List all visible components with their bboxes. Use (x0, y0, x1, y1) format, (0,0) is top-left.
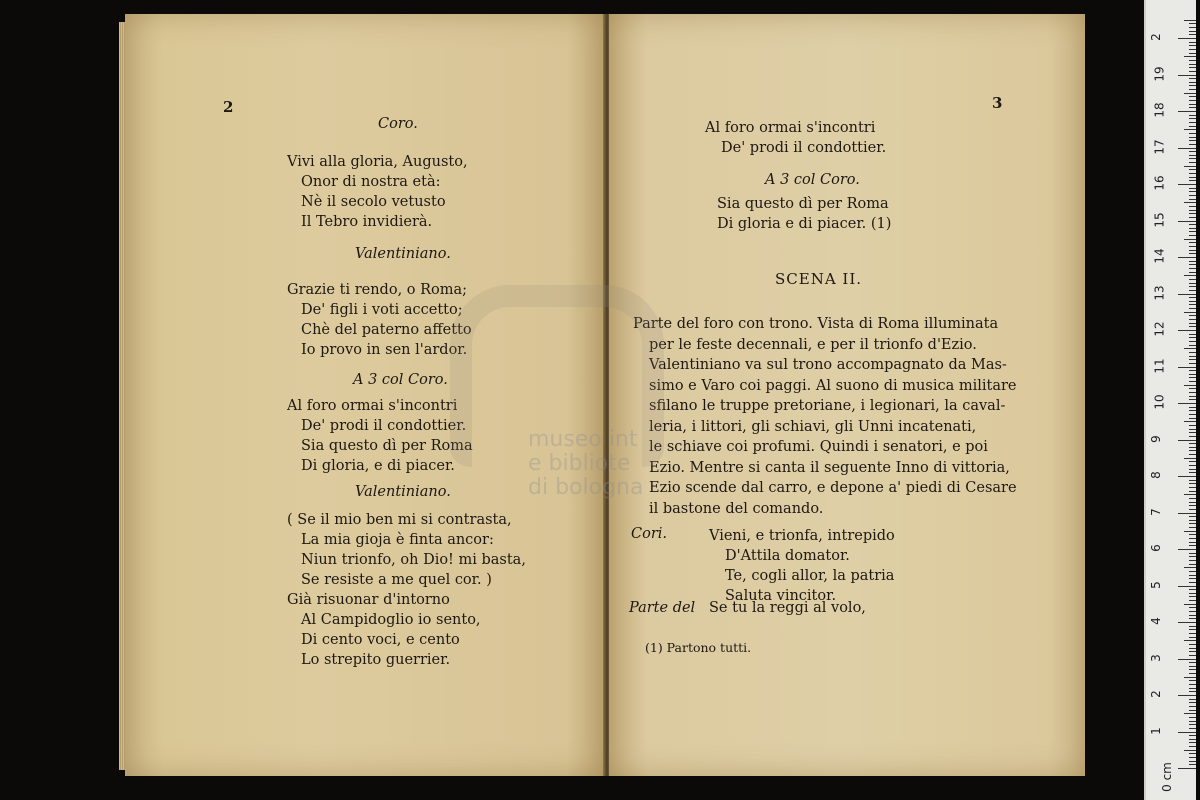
verse-line: Nè il secolo vetusto (301, 194, 446, 210)
ruler-tick (1189, 680, 1196, 681)
ruler-tick (1189, 596, 1196, 597)
ruler-tick (1189, 246, 1196, 247)
verse-line-parte: Se tu la reggi al volo, (709, 600, 866, 616)
prose-line: Ezio. Mentre si canta il seguente Inno di vittoria, (649, 459, 1010, 476)
ruler-tick (1189, 363, 1196, 364)
ruler-tick (1189, 115, 1196, 116)
verse-line: Già risuonar d'intorno (287, 592, 450, 608)
stage-direction (633, 314, 1017, 519)
ruler-tick (1189, 753, 1196, 754)
ruler-tick (1184, 604, 1196, 605)
ruler-tick (1189, 589, 1196, 590)
heading-a3-coro: A 3 col Coro. (353, 372, 448, 388)
heading-valentiniano-2: Valentiniano. (355, 484, 451, 500)
ruler-tick (1189, 126, 1196, 127)
ruler-label: 18 (1152, 102, 1167, 118)
verse-line: Al Campidoglio io sento, (301, 612, 481, 628)
ruler-tick (1189, 67, 1196, 68)
ruler-tick (1189, 746, 1196, 747)
ruler-tick (1184, 348, 1196, 349)
ruler-tick (1189, 301, 1196, 302)
ruler-tick (1178, 75, 1196, 76)
ruler-tick (1189, 611, 1196, 612)
ruler-tick (1189, 210, 1196, 211)
ruler-tick (1178, 403, 1196, 404)
speaker-cori: Cori. (631, 526, 668, 542)
ruler-tick (1189, 228, 1196, 229)
verse-line: Al foro ormai s'incontri (287, 398, 458, 414)
ruler-tick (1184, 458, 1196, 459)
ruler-tick (1189, 454, 1196, 455)
verse-line: Sia questo dì per Roma (301, 438, 473, 454)
ruler-tick (1189, 261, 1196, 262)
ruler-tick (1189, 578, 1196, 579)
ruler-tick (1189, 388, 1196, 389)
footnote: (1) Partono tutti. (645, 640, 752, 655)
ruler-tick (1189, 684, 1196, 685)
ruler-tick (1189, 334, 1196, 335)
ruler-tick (1189, 304, 1196, 305)
ruler-tick (1189, 498, 1196, 499)
ruler-tick (1189, 162, 1196, 163)
ruler-tick (1189, 443, 1196, 444)
ruler-tick (1178, 294, 1196, 295)
ruler-tick (1189, 491, 1196, 492)
ruler-tick (1184, 713, 1196, 714)
ruler-tick (1189, 377, 1196, 378)
ruler-tick (1189, 509, 1196, 510)
ruler-tick (1189, 472, 1196, 473)
ruler-tick (1178, 148, 1196, 149)
ruler-tick (1189, 326, 1196, 327)
ruler-tick (1189, 710, 1196, 711)
ruler-tick (1184, 93, 1196, 94)
ruler-tick (1189, 96, 1196, 97)
ruler-tick (1178, 330, 1196, 331)
ruler-tick (1189, 505, 1196, 506)
ruler-label: 5 (1148, 580, 1163, 589)
verse-line: Al foro ormai s'incontri (705, 120, 876, 136)
ruler-tick (1189, 538, 1196, 539)
ruler-tick (1189, 107, 1196, 108)
prose-line: il bastone del comando. (649, 500, 824, 517)
ruler-tick (1189, 410, 1196, 411)
ruler-label: 14 (1152, 248, 1167, 264)
ruler-label: 9 (1148, 434, 1163, 443)
ruler-tick (1189, 542, 1196, 543)
ruler-tick (1189, 268, 1196, 269)
prose-line: per le feste decennali, e per il trionfo d'Ezio. (649, 336, 977, 353)
ruler-tick (1189, 155, 1196, 156)
ruler-tick (1189, 651, 1196, 652)
verse-line: Il Tebro invidierà. (301, 214, 433, 230)
ruler-tick (1189, 319, 1196, 320)
ruler-tick (1189, 144, 1196, 145)
ruler-tick (1178, 768, 1196, 769)
ruler-tick (1184, 531, 1196, 532)
ruler-tick (1184, 166, 1196, 167)
ruler-tick (1189, 27, 1196, 28)
ruler-tick (1189, 571, 1196, 572)
ruler-tick (1189, 286, 1196, 287)
ruler-tick (1189, 633, 1196, 634)
ruler-tick (1184, 56, 1196, 57)
ruler-tick (1189, 582, 1196, 583)
ruler-tick (1184, 421, 1196, 422)
prose-line: leria, i littori, gli schiavi, gli Unni incatenati, (649, 418, 977, 435)
ruler-tick (1189, 432, 1196, 433)
ruler-label: 16 (1152, 175, 1167, 191)
ruler-tick (1178, 549, 1196, 550)
ruler-tick (1189, 673, 1196, 674)
ruler-tick (1189, 217, 1196, 218)
speaker-parte-del: Parte del (629, 600, 696, 616)
verse-line: Di cento voci, e cento (301, 632, 460, 648)
ruler-tick (1184, 677, 1196, 678)
ruler-tick (1189, 662, 1196, 663)
ruler-tick (1189, 764, 1196, 765)
ruler-tick (1189, 469, 1196, 470)
ruler-tick (1178, 476, 1196, 477)
ruler-tick (1189, 396, 1196, 397)
ruler-tick (1189, 279, 1196, 280)
ruler-tick (1184, 20, 1196, 21)
ruler-tick (1189, 739, 1196, 740)
ruler-tick (1189, 414, 1196, 415)
verse-line: Se resiste a me quel cor. ) (301, 572, 492, 588)
verse-line: Te, cogli allor, la patria (725, 568, 895, 584)
ruler-tick (1189, 272, 1196, 273)
ruler-tick (1189, 418, 1196, 419)
prose-line: Parte del foro con trono. Vista di Roma illuminata (633, 316, 999, 332)
ruler-tick (1189, 757, 1196, 758)
stanza-1 (287, 152, 468, 232)
ruler-tick (1189, 253, 1196, 254)
ruler-tick (1189, 429, 1196, 430)
ruler-tick (1189, 527, 1196, 528)
measuring-ruler (1144, 0, 1196, 800)
ruler-tick (1189, 483, 1196, 484)
heading-coro: Coro. (378, 116, 418, 132)
ruler-tick (1189, 607, 1196, 608)
ruler-tick (1189, 191, 1196, 192)
ruler-tick (1189, 158, 1196, 159)
ruler-tick (1189, 534, 1196, 535)
verse-line: Io provo in sen l'ardor. (301, 342, 468, 358)
heading-a3-coro-right: A 3 col Coro. (765, 172, 860, 188)
watermark-line: di bologna (528, 475, 644, 500)
ruler-label: 19 (1152, 65, 1167, 82)
ruler-tick (1178, 622, 1196, 623)
ruler-tick (1189, 706, 1196, 707)
ruler-tick (1189, 644, 1196, 645)
ruler-tick (1189, 34, 1196, 35)
ruler-label: 0 cm (1159, 762, 1174, 792)
ruler-tick (1189, 735, 1196, 736)
ruler-tick (1189, 502, 1196, 503)
ruler-tick (1178, 111, 1196, 112)
ruler-tick (1189, 669, 1196, 670)
ruler-tick (1189, 564, 1196, 565)
ruler-tick (1189, 480, 1196, 481)
ruler-tick (1189, 250, 1196, 251)
prose-line: Valentiniano va sul trono accompagnato da Mas- (649, 357, 1007, 373)
ruler-tick (1189, 593, 1196, 594)
scene-title: SCENA II. (775, 270, 863, 288)
ruler-tick (1189, 447, 1196, 448)
ruler-tick (1189, 64, 1196, 65)
ruler-tick (1189, 618, 1196, 619)
ruler-tick (1189, 341, 1196, 342)
watermark-text (528, 428, 643, 500)
ruler-tick (1178, 695, 1196, 696)
ruler-label: 8 (1148, 471, 1163, 479)
ruler-tick (1189, 188, 1196, 189)
ruler-tick (1178, 184, 1196, 185)
ruler-tick (1189, 399, 1196, 400)
ruler-tick (1189, 648, 1196, 649)
ruler-tick (1189, 323, 1196, 324)
ruler-tick (1189, 724, 1196, 725)
prose-line: simo e Varo coi paggi. Al suono di musica militare (649, 377, 1017, 394)
ruler-tick (1189, 290, 1196, 291)
ruler-tick (1189, 615, 1196, 616)
ruler-tick (1189, 49, 1196, 50)
watermark-line: e bibliote (528, 451, 631, 476)
ruler-tick (1189, 436, 1196, 437)
ruler-tick (1184, 275, 1196, 276)
ruler-tick (1189, 177, 1196, 178)
ruler-tick (1189, 392, 1196, 393)
ruler-tick (1189, 553, 1196, 554)
ruler-tick (1178, 732, 1196, 733)
ruler-label: 11 (1152, 357, 1167, 374)
ruler-tick (1189, 699, 1196, 700)
ruler-tick (1184, 567, 1196, 568)
ruler-tick (1189, 516, 1196, 517)
ruler-tick (1178, 440, 1196, 441)
ruler-tick (1189, 560, 1196, 561)
ruler-tick (1189, 688, 1196, 689)
ruler-label: 12 (1152, 321, 1167, 337)
ruler-tick (1189, 545, 1196, 546)
ruler-tick (1189, 728, 1196, 729)
ruler-tick (1189, 721, 1196, 722)
ruler-tick (1189, 626, 1196, 627)
ruler-tick (1189, 374, 1196, 375)
verse-line: Chè del paterno affetto (301, 322, 472, 338)
ruler-tick (1189, 85, 1196, 86)
verse-line: Di gloria, e di piacer. (301, 458, 455, 474)
ruler-tick (1189, 297, 1196, 298)
verse-line: De' figli i voti accetto; (301, 302, 463, 318)
ruler-label: 17 (1152, 138, 1167, 155)
ruler-tick (1184, 239, 1196, 240)
ruler-tick (1189, 717, 1196, 718)
ruler-tick (1189, 151, 1196, 152)
ruler-label: 4 (1148, 617, 1163, 625)
ruler-tick (1189, 82, 1196, 83)
ruler-tick (1189, 122, 1196, 123)
verse-line: Di gloria e di piacer. (1) (717, 216, 892, 232)
ruler-tick (1184, 385, 1196, 386)
ruler-tick (1178, 586, 1196, 587)
stanza-4 (287, 510, 526, 670)
ruler-tick (1184, 750, 1196, 751)
ruler-tick (1189, 100, 1196, 101)
prose-line: Ezio scende dal carro, e depone a' piedi di Cesare (649, 480, 1017, 496)
ruler-tick (1189, 224, 1196, 225)
ruler-tick (1189, 407, 1196, 408)
ruler-tick (1189, 742, 1196, 743)
ruler-tick (1189, 264, 1196, 265)
ruler-tick (1189, 487, 1196, 488)
ruler-tick (1189, 356, 1196, 357)
ruler-tick (1189, 206, 1196, 207)
right-stanza-1 (705, 118, 886, 158)
ruler-tick (1189, 556, 1196, 557)
ruler-tick (1189, 23, 1196, 24)
ruler-tick (1189, 31, 1196, 32)
ruler-tick (1178, 659, 1196, 660)
ruler-tick (1178, 257, 1196, 258)
verse-line: Lo strepito guerrier. (301, 652, 451, 668)
ruler-tick (1184, 312, 1196, 313)
verse-line: Saluta vincitor. (725, 588, 837, 604)
ruler-tick (1189, 637, 1196, 638)
verse-line: Vieni, e trionfa, intrepido (709, 528, 895, 544)
verse-line: Niun trionfo, oh Dio! mi basta, (301, 552, 526, 568)
ruler-label: 10 (1152, 394, 1167, 410)
page-number-right: 3 (992, 94, 1003, 112)
ruler-tick (1184, 494, 1196, 495)
ruler-tick (1189, 465, 1196, 466)
ruler-tick (1189, 213, 1196, 214)
verse-line: D'Attila domator. (725, 548, 850, 564)
ruler-tick (1189, 450, 1196, 451)
ruler-tick (1189, 523, 1196, 524)
ruler-tick (1178, 513, 1196, 514)
ruler-tick (1189, 308, 1196, 309)
ruler-label: 15 (1152, 211, 1167, 228)
ruler-tick (1189, 359, 1196, 360)
ruler-tick (1189, 173, 1196, 174)
ruler-tick (1189, 337, 1196, 338)
ruler-tick (1189, 78, 1196, 79)
right-page (609, 14, 1085, 776)
ruler-tick (1189, 352, 1196, 353)
ruler-tick (1189, 195, 1196, 196)
page-number-left: 2 (223, 98, 234, 116)
ruler-tick (1189, 199, 1196, 200)
heading-valentiniano-1: Valentiniano. (355, 246, 451, 262)
ruler-tick (1189, 133, 1196, 134)
ruler-tick (1189, 575, 1196, 576)
ruler-tick (1189, 315, 1196, 316)
prose-line: le schiave coi profumi. Quindi i senatori, e poi (649, 439, 988, 455)
verse-line: ( Se il mio ben mi si contrasta, (287, 512, 512, 528)
ruler-tick (1189, 53, 1196, 54)
ruler-tick (1189, 702, 1196, 703)
ruler-tick (1189, 137, 1196, 138)
ruler-tick (1189, 89, 1196, 90)
ruler-tick (1189, 242, 1196, 243)
verse-line: Onor di nostra età: (301, 174, 441, 190)
ruler-tick (1189, 425, 1196, 426)
ruler-label: 2 (1148, 690, 1163, 698)
ruler-tick (1189, 520, 1196, 521)
ruler-tick (1189, 231, 1196, 232)
ruler-tick (1189, 666, 1196, 667)
ruler-label: 3 (1148, 653, 1163, 662)
ruler-tick (1189, 71, 1196, 72)
stanza-2 (287, 280, 472, 360)
ruler-tick (1189, 235, 1196, 236)
ruler-tick (1189, 761, 1196, 762)
verse-line: La mia gioja è finta ancor: (301, 532, 494, 548)
ruler-tick (1189, 629, 1196, 630)
ruler-tick (1189, 600, 1196, 601)
ruler-label: 6 (1148, 544, 1163, 552)
ruler-tick (1184, 129, 1196, 130)
ruler-tick (1178, 221, 1196, 222)
ruler-tick (1189, 169, 1196, 170)
ruler-tick (1189, 42, 1196, 43)
ruler-label: 13 (1152, 284, 1167, 301)
ruler-tick (1189, 118, 1196, 119)
ruler-tick (1189, 104, 1196, 105)
ruler-tick (1189, 140, 1196, 141)
ruler-tick (1189, 461, 1196, 462)
verse-line: Grazie ti rendo, o Roma; (287, 282, 468, 298)
right-stanza-2 (717, 194, 891, 234)
ruler-label: 2 (1148, 33, 1163, 41)
ruler-tick (1184, 202, 1196, 203)
ruler-tick (1189, 60, 1196, 61)
verse-line: Vivi alla gloria, Augusto, (287, 154, 468, 170)
ruler-tick (1189, 691, 1196, 692)
ruler-tick (1178, 38, 1196, 39)
verse-line: De' prodi il condottier. (721, 140, 887, 156)
cori-lines (709, 526, 895, 606)
ruler-tick (1189, 345, 1196, 346)
ruler-tick (1189, 283, 1196, 284)
verse-line: Sia questo dì per Roma (717, 196, 889, 212)
ruler-tick (1178, 367, 1196, 368)
ruler-tick (1189, 180, 1196, 181)
ruler-tick (1189, 381, 1196, 382)
verse-line: De' prodi il condottier. (301, 418, 467, 434)
ruler-label: 1 (1148, 726, 1163, 735)
ruler-tick (1189, 655, 1196, 656)
ruler-tick (1184, 640, 1196, 641)
ruler-label: 7 (1148, 507, 1163, 516)
stanza-3 (287, 396, 473, 476)
watermark-line: museo int (528, 427, 638, 452)
ruler-tick (1189, 370, 1196, 371)
prose-line: sfilano le truppe pretoriane, i legionari, la caval- (649, 398, 1006, 414)
ruler-tick (1189, 45, 1196, 46)
